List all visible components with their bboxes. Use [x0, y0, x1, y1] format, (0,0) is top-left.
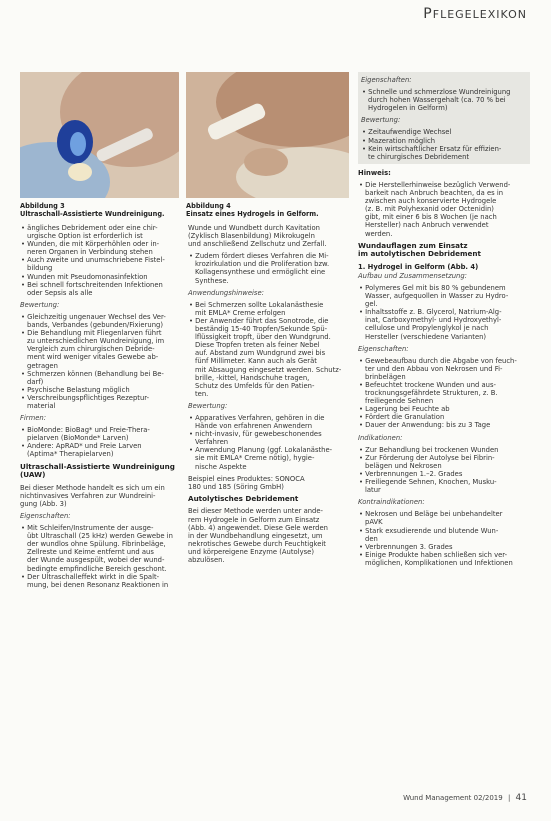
heading-eigenschaften: Eigenschaften:: [361, 76, 412, 84]
list-item: • Wunden mit Pseudomonasinfektion: [20, 273, 180, 281]
heading-bewertung: Bewertung:: [188, 401, 228, 410]
list-intro: [20, 224, 180, 297]
list-item: • Verbrennungen 1.–2. Grades: [358, 470, 530, 478]
heading-bewertung: Bewertung:: [20, 300, 60, 309]
list-item: • Mit Schleifen/Instrumente der ausge- übt Ultraschall (25 kHz) werden Gewebe in der wundlos ohne Spülung. Fibrinbeläge, Zellreste und Keime entfernt und aus der Wunde ausgespült, wobei der wund- bedingte empfindliche Bereich geschont.: [20, 524, 180, 573]
list-item: • Die Behandlung mit Fliegenlarven führt zu unterschiedlichen Wundreinigung, im Vergleich zum chirurgischen Debride- ment wird weniger vitales Gewebe ab- getragen: [20, 329, 180, 369]
list-aufbau: [358, 284, 530, 341]
list-intro: [188, 252, 350, 284]
list-item: • Schmerzen können (Behandlung bei Be- darf): [20, 370, 180, 386]
list-eigenschaften: [361, 88, 527, 112]
list-item: • Stark exsudierende und blutende Wun- den: [358, 527, 530, 543]
heading-autolytisch: Autolytisches Debridement: [188, 493, 299, 503]
heading-hydrogel: 1. Hydrogel in Gelform (Abb. 4): [358, 262, 479, 271]
list-item: • Befeuchtet trockene Wunden und aus- trocknungsgefährdete Strukturen, z. B. freiliegende Sehnen: [358, 381, 530, 405]
figure-3-caption: Abbildung 3 Ultraschall-Assistierte Wundreinigung.: [20, 202, 165, 218]
list-item: • Kein wirtschaftlicher Ersatz für effizien- te chirurgisches Debridement: [361, 145, 527, 161]
list-hinweis: [358, 181, 530, 238]
list-item: • BioMonde: BioBag* und Freie-Thera- pielarven (BioMonde* Larven): [20, 426, 180, 442]
page-footer: Wund Management 02/2019 | 41: [403, 793, 527, 803]
list-item: • Bei schnell fortschreitenden Infektionen oder Sepsis als alle: [20, 281, 180, 297]
paragraph-beispiel: Beispiel eines Produktes: SONOCA 180 und 185 (Söring GmbH): [188, 474, 305, 491]
list-item: • Freiliegende Sehnen, Knochen, Musku- latur: [358, 478, 530, 494]
list-item: • Bei Schmerzen sollte Lokalanästhesie mit EMLA* Creme erfolgen: [188, 301, 350, 317]
heading-bewertung: Bewertung:: [361, 116, 401, 125]
list-kontraindikationen: [358, 510, 530, 567]
list-item: • ängliches Debridement oder eine chir- urgische Option ist erforderlich ist: [20, 224, 180, 240]
list-item: • Inhaltsstoffe z. B. Glycerol, Natrium-Alg- inat, Carboxymethyl- und Hydroxyethyl- cellulose und Propylenglykol je nach Hersteller (verschiedene Varianten): [358, 308, 530, 340]
heading-hinweis: Hinweis:: [358, 168, 391, 177]
list-item: • Gleichzeitig ungenauer Wechsel des Ver- bands, Verbandes (gebunden/Fixierung): [20, 313, 180, 329]
list-item: • Apparatives Verfahren, gehören in die Hände von erfahrenen Anwendern: [188, 414, 350, 430]
list-item: • Schnelle und schmerzlose Wundreinigung durch hohen Wassergehalt (ca. 70 % bei Hydrogelen in Gelform): [361, 88, 527, 112]
list-item: • Zeitaufwendige Wechsel: [361, 128, 527, 136]
list-item: • nicht-invasiv, für gewebeschonendes Verfahren: [188, 430, 350, 446]
paragraph-autolytisch: Bei dieser Methode werden unter ande- rem Hydrogele in Gelform zum Einsatz (Abb. 4) angewendet. Diese Gele werden in der Wundbehandlung eingesetzt, um nekrotisches Gewebe durch Feuchtigkeit und körpereigene Enzyme (Autolyse) abzulösen.: [188, 507, 328, 564]
list-item: • Einige Produkte haben schließen sich ver- möglichen, Komplikationen und Infektionen: [358, 551, 530, 567]
list-item: • Die Herstellerhinweise bezüglich Verwend- barkeit nach Anbruch beachten, da es in zwischen auch konservierte Hydrogele (z. B. mit Polyhexanid oder Octenidin) gibt, mit einer 6 bis 8 Wochen (je nach Hersteller) nach Anbruch verwendet werden.: [358, 181, 530, 238]
list-item: • Zur Förderung der Autolyse bei Fibrin- belägen und Nekrosen: [358, 454, 530, 470]
column-1: [20, 224, 180, 593]
paragraph-intro: Wunde und Wundbett durch Kavitation (Zyklisch Blasenbildung) Mikrokugeln und anschließend Zellschutz und Zerfall.: [188, 224, 327, 249]
list-bewertung: [361, 128, 527, 160]
journal-name: Wund Management 02/2019: [403, 794, 503, 802]
figure-4-caption: Abbildung 4 Einsatz eines Hydrogels in Gelform.: [186, 202, 319, 218]
figure-3-photo: [20, 72, 179, 198]
heading-eigenschaften-2: Eigenschaften:: [358, 344, 409, 353]
section-header: PFLEGELEXIKON: [423, 6, 527, 22]
list-item: • Psychische Belastung möglich: [20, 386, 180, 394]
list-item: • Wunden, die mit Körperhöhlen oder in- neren Organen in Verbindung stehen: [20, 240, 180, 256]
info-box: [358, 72, 530, 164]
list-item: • Zur Behandlung bei trockenen Wunden: [358, 446, 530, 454]
list-anwendung: [188, 301, 350, 398]
heading-uaw: Ultraschall-Assistierte Wundreinigung (UAW): [20, 461, 175, 480]
list-item: • Gewebeaufbau durch die Abgabe von feuch- ter und den Abbau von Nekrosen und Fi- brinbelägen: [358, 357, 530, 381]
list-firmen: [20, 426, 180, 458]
figure-4-photo: [186, 72, 349, 198]
list-eigenschaften-2: [358, 357, 530, 430]
list-item: • Der Ultraschalleffekt wirkt in die Spalt- mung, bei denen Resonanz Reaktionen in: [20, 573, 180, 589]
list-item: • Anwendung Planung (ggf. Lokalanästhe- sie mit EMLA* Creme nötig), hygie- nische Aspekte: [188, 446, 350, 470]
list-indikationen: [358, 446, 530, 495]
list-item: • Der Anwender führt das Sonotrode, die beständig 15-40 Tropfen/Sekunde Spü- lflüssigkeit tropft, über den Wundgrund. Diese Tropfen treten als feiner Nebel auf. Abstand zum Wundgrund zwei bis fünf Millimeter. Kann auch als Gerät mit Absaugung eingesetzt werden. Schutz- brille, -kittel, Handschuhe tragen, Schutz des Umfelds für den Patien- ten.: [188, 317, 350, 398]
list-bewertung: [188, 414, 350, 471]
list-item: • Verschreibungspflichtiges Rezeptur- material: [20, 394, 180, 410]
heading-kontraindikationen: Kontraindikationen:: [358, 498, 425, 507]
list-item: • Zudem fördert dieses Verfahren die Mi- krozirkulation und die Proliferation bzw. Kollagensynthese und ermöglicht eine Synthese.: [188, 252, 350, 284]
page-number: 41: [515, 793, 527, 803]
heading-wundauflagen: Wundauflagen zum Einsatz im autolytischen Debridement: [358, 240, 481, 259]
list-bewertung: [20, 313, 180, 410]
heading-firmen: Firmen:: [20, 414, 46, 423]
list-item: • Andere: ApRAD* und Freie Larven (Aptima* Therapielarven): [20, 442, 180, 458]
list-item: • Mazeration möglich: [361, 137, 527, 145]
list-item: • Auch zweite und unumschriebene Fistel- bildung: [20, 256, 180, 272]
list-item: • Lagerung bei Feuchte ab: [358, 405, 530, 413]
column-2: [188, 224, 350, 568]
column-3: [358, 72, 530, 571]
heading-eigenschaften: Eigenschaften:: [20, 512, 71, 520]
list-item: • Dauer der Anwendung: bis zu 3 Tage: [358, 421, 530, 429]
heading-anwendung: Anwendungshinweise:: [188, 288, 264, 297]
list-item: • Fördert die Granulation: [358, 413, 530, 421]
paragraph-uaw: Bei dieser Methode handelt es sich um ein nichtinvasives Verfahren zur Wundreini- gung (Abb. 3): [20, 483, 165, 508]
list-item: • Nekrosen und Beläge bei unbehandelter pAVK: [358, 510, 530, 526]
heading-aufbau: Aufbau und Zusammensetzung:: [358, 271, 467, 280]
list-item: • Polymeres Gel mit bis 80 % gebundenem Wasser, aufgequollen in Wasser zu Hydro- gel.: [358, 284, 530, 308]
heading-indikationen: Indikationen:: [358, 433, 403, 442]
list-eigenschaften: [20, 524, 180, 589]
list-item: • Verbrennungen 3. Grades: [358, 543, 530, 551]
